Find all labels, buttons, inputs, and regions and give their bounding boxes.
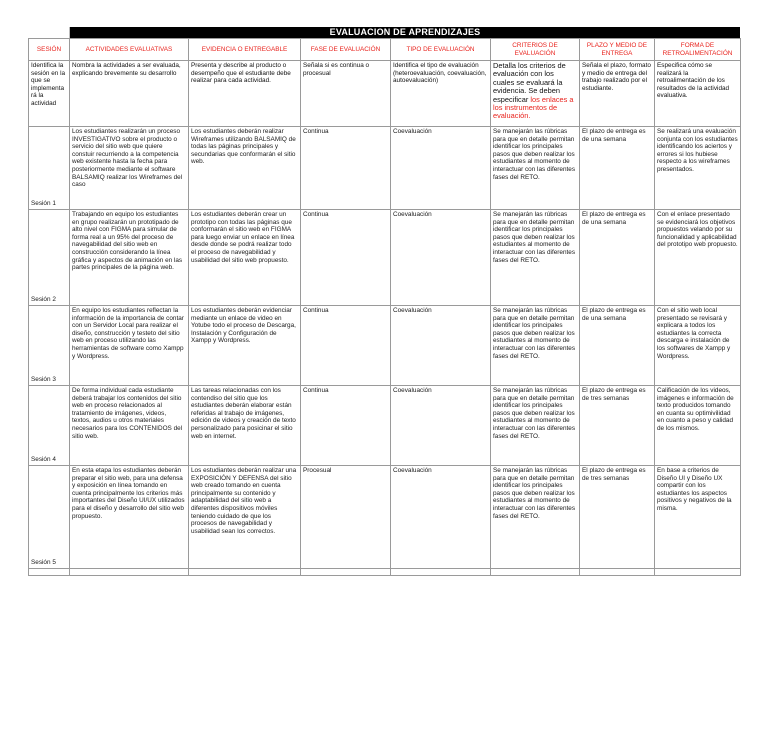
- header-fase: FASE DE EVALUACIÓN: [301, 39, 391, 61]
- empty-cell: [29, 569, 70, 576]
- tipo-cell: Coevaluación: [391, 306, 491, 386]
- criterios-cell: Se manejarán las rúbricas para que en detalle permitan identificar los principales pasos que deben realizar los estudiantes al momento de interactuar con las diferentes fases del RETO.: [491, 466, 580, 569]
- empty-cell: [301, 569, 391, 576]
- evidencia-cell: Los estudiantes deberán crear un prototipo con todas las páginas que conformarán el sitio web en FIGMA para luego enviar un enlace en línea desde donde se podrá realizar todo el proceso de navegabilidad y usabilidad del sitio web propuesto.: [189, 210, 301, 306]
- fase-cell: Continua: [301, 127, 391, 210]
- actividades-cell: En equipo los estudiantes reflectan la información de la importancia de contar con un Servidor Local para realizar el diseño, construcción y testeto del sitio web en proceso utilizando las herramientas de software como Xampp y Wordpress.: [70, 306, 189, 386]
- criterios-cell: Se manejarán las rúbricas para que en detalle permitan identificar los principales pasos que deben realizar los estudiantes al momento de interactuar con las diferentes fases del RETO.: [491, 386, 580, 466]
- evidencia-cell: Los estudiantes deberán realizar Wireframes utilizando BALSAMIQ de todas las páginas principales y secundarias que conformarán el sitio web.: [189, 127, 301, 210]
- table-row: [29, 386, 741, 466]
- desc-evidencia: Presenta y describe al producto o desempeño que el estudiante debe realizar para cada actividad.: [189, 61, 301, 127]
- fase-cell: Procesual: [301, 466, 391, 569]
- header-forma: FORMA DE RETROALIMENTACIÓN: [655, 39, 741, 61]
- actividades-cell: Los estudiantes realizarán un proceso INVESTIGATIVO sobre el producto o servicio del sitio web que quiere constuir recurriendo a la competencia web existente hasta la fecha para posteriormente mediante el software BALSAMIQ realizar los Wireframes del caso: [70, 127, 189, 210]
- forma-cell: En base a criterios de Diseño UI y Diseño UX compartir con los estudiantes los aspectos positivos y negativos de la misma.: [655, 466, 741, 569]
- desc-forma: Especifica cómo se realizará la retroalimentación de los resultados de la actividad evaluativa.: [655, 61, 741, 127]
- desc-criterios: [491, 61, 580, 127]
- evidencia-cell: Los estudiantes deberán realizar una EXPOSICIÓN Y DEFENSA del sitio web creado tomando en cuenta principalmente su contenido y adaptabilidad del sitio web a diferentes dispositivos móviles teniendo cuidado de que los procesos de navegabilidad y usabilidad sean los correctos.: [189, 466, 301, 569]
- desc-actividades: Nombra la actividades a ser evaluada, explicando brevemente su desarrollo: [70, 61, 189, 127]
- empty-cell: [491, 569, 580, 576]
- desc-plazo: Señala el plazo, formato y medio de entrega del trabajo realizado por el estudiante.: [580, 61, 655, 127]
- empty-row: [29, 569, 741, 576]
- tipo-cell: Coevaluación: [391, 466, 491, 569]
- header-row: [29, 39, 741, 61]
- criterios-cell: Se manejarán las rúbricas para que en detalle permitan identificar los principales pasos que deben realizar los estudiantes al momento de interactuar con las diferentes fases del RETO.: [491, 210, 580, 306]
- session-label: Sesión 1: [31, 200, 56, 208]
- desc-criterios-main: Detalla los criterios de evaluación con los cuales se evaluará la evidencia. Se deben especificar: [493, 61, 566, 104]
- evidencia-cell: Los estudiantes deberán evidenciar mediante un enlace de video en Yotube todo el proceso de Descarga, Instalación y Configuración de Xampp y Wordpress.: [189, 306, 301, 386]
- session-cell: [29, 466, 70, 569]
- plazo-cell: El plazo de entrega es de una semana: [580, 127, 655, 210]
- fase-cell: Continua: [301, 306, 391, 386]
- title-bar-blank-cell: [28, 27, 70, 38]
- fase-cell: Continua: [301, 386, 391, 466]
- actividades-cell: Trabajando en equipo los estudiantes en grupo realizarán un prototipado de alto nivel con FIGMA para simular de forma real a un 95% del proceso de navegabilidad del sitio web en construcción considerando la línea gráfica y aspectos de animación en las partes principales de la página web.: [70, 210, 189, 306]
- criterios-cell: Se manejarán las rúbricas para que en detalle permitan identificar los principales pasos que deben realizar los estudiantes al momento de interactuar con las diferentes fases del RETO.: [491, 127, 580, 210]
- evidencia-cell: Las tareas relacionadas con los contendiso del sitio que los estudiantes deberán elaborar están referidas al trabajo de imágenes, edición de videos y creación de texto personalizado para posicinar el sitio web en internet.: [189, 386, 301, 466]
- forma-cell: Calificación de los videos, imágenes e información de texto producidos tomando en cuanta su optimivilidad en cuanto a peso y calidad de los mismos.: [655, 386, 741, 466]
- table-row: [29, 210, 741, 306]
- empty-cell: [655, 569, 741, 576]
- header-criterios: CRITERIOS DE EVALUACIÓN: [491, 39, 580, 61]
- desc-tipo: Identifica el tipo de evaluación (heteroevaluación, coevaluación, autoevaluación): [391, 61, 491, 127]
- empty-cell: [189, 569, 301, 576]
- table-row: [29, 466, 741, 569]
- session-cell: [29, 306, 70, 386]
- header-plazo: PLAZO Y MEDIO DE ENTREGA: [580, 39, 655, 61]
- session-label: Sesión 5: [31, 559, 56, 567]
- empty-cell: [70, 569, 189, 576]
- session-cell: [29, 210, 70, 306]
- plazo-cell: El plazo de entrega es de tres semanas: [580, 466, 655, 569]
- empty-cell: [391, 569, 491, 576]
- criterios-cell: Se manejarán las rúbricas para que en detalle permitan identificar los principales pasos que deben realizar los estudiantes al momento de interactuar con las diferentes fases del RETO.: [491, 306, 580, 386]
- desc-criterios-links: los enlaces a los instrumentos de evaluación.: [493, 94, 574, 121]
- session-cell: [29, 386, 70, 466]
- actividades-cell: En esta etapa los estudiantes deberán preparar el sitio web, para una defensa y exposición en línea tomando en cuenta principalmente los criterios más importantes del Diseño UI/UX utilizados para el diseño y desarrollo del sitio web propuesto.: [70, 466, 189, 569]
- header-actividades: ACTIVIDADES EVALUATIVAS: [70, 39, 189, 61]
- header-tipo: TIPO DE EVALUACIÓN: [391, 39, 491, 61]
- session-label: Sesión 2: [31, 296, 56, 304]
- header-evidencia: EVIDENCIA O ENTREGABLE: [189, 39, 301, 61]
- tipo-cell: Coevaluación: [391, 386, 491, 466]
- actividades-cell: De forma individual cada estudiante deberá trabajar los contenidos del sitio web en proceso relacionados al tratamiento de imágenes, videos, textos, audios u otros materiales necesarios para los CONTENIDOS del sitio web.: [70, 386, 189, 466]
- forma-cell: Con el sitio web local presentado se revisará y explicara a todos los estudiantes la correcta descarga e instalación de los softwares de Xampp y Wordpress.: [655, 306, 741, 386]
- desc-fase: Señala si es continua o procesual: [301, 61, 391, 127]
- plazo-cell: El plazo de entrega es de una semana: [580, 210, 655, 306]
- sheet-title: EVALUACION DE APRENDIZAJES: [70, 27, 740, 38]
- tipo-cell: Coevaluación: [391, 127, 491, 210]
- empty-cell: [580, 569, 655, 576]
- desc-sesion: Identifica la sesión en la que se implementa rá la actividad: [29, 61, 70, 127]
- table-row: [29, 306, 741, 386]
- session-label: Sesión 3: [31, 376, 56, 384]
- plazo-cell: El plazo de entrega es de tres semanas: [580, 386, 655, 466]
- forma-cell: Se realizará una evaluación conjunta con los estudiantes identificando los aciertos y errores si los hubiese respecto a los wireframes presentados.: [655, 127, 741, 210]
- table-row: [29, 127, 741, 210]
- forma-cell: Con el enlace presentado se evidenciará los objetivos propuestos velando por su funcionalidad y aplicabilidad del prototipo web propuesto.: [655, 210, 741, 306]
- fase-cell: Continua: [301, 210, 391, 306]
- tipo-cell: Coevaluación: [391, 210, 491, 306]
- title-bar: [28, 27, 740, 38]
- evaluation-sheet: [28, 27, 740, 576]
- plazo-cell: El plazo de entrega es de una semana: [580, 306, 655, 386]
- description-row: [29, 61, 741, 127]
- evaluation-table: [28, 38, 741, 576]
- header-sesion: SESIÓN: [29, 39, 70, 61]
- session-cell: [29, 127, 70, 210]
- session-label: Sesión 4: [31, 456, 56, 464]
